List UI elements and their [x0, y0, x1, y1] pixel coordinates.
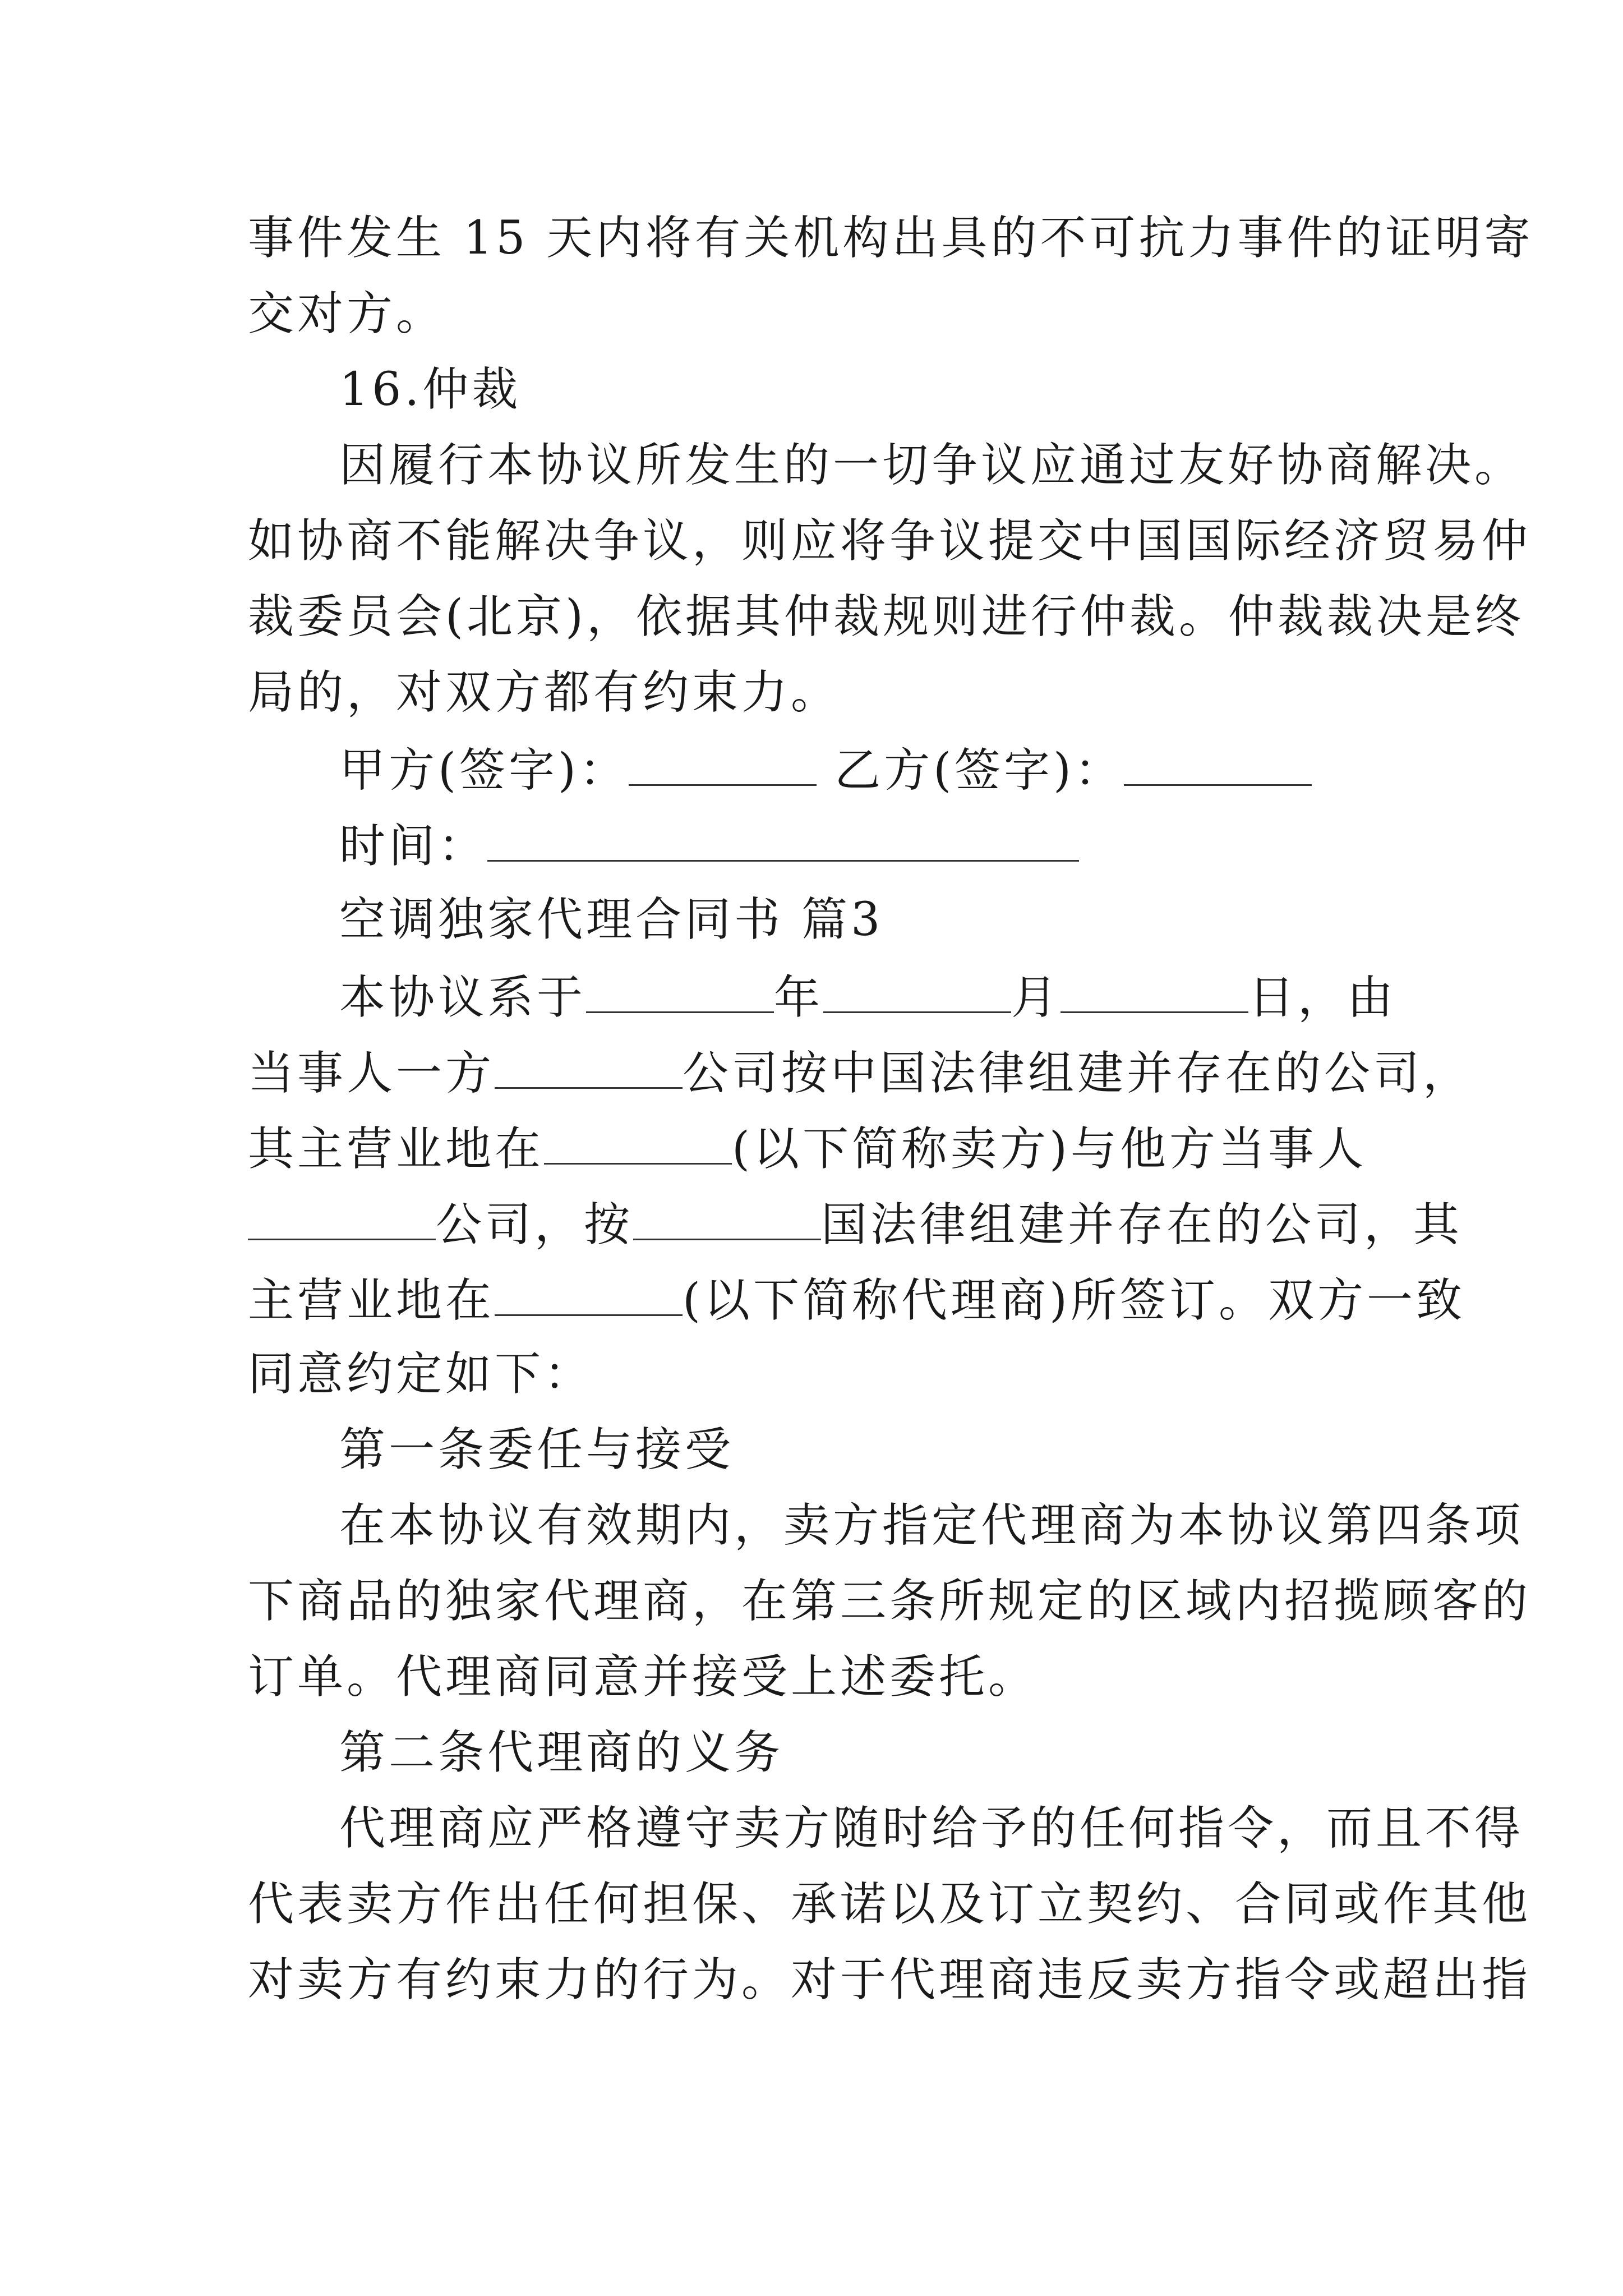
intro-text: 年: [774, 971, 824, 1024]
blank: [495, 1271, 683, 1316]
article-title: 第二条代理商的义务: [339, 1726, 784, 1779]
signature-line: [339, 740, 1472, 799]
blank: [586, 968, 774, 1013]
party-b-blank: [1124, 740, 1312, 786]
intro-line: [248, 1271, 1465, 1329]
party-a-blank: [629, 740, 817, 786]
blank: [1061, 968, 1248, 1013]
intro-line: [339, 968, 1472, 1026]
time-blank: [487, 816, 1079, 862]
blank: [495, 1043, 683, 1089]
body-line: 事件发生 15 天内将有关机构出具的不可抗力事件的证明寄: [248, 211, 1534, 265]
blank: [823, 968, 1011, 1013]
intro-text: 本协议系于: [339, 971, 587, 1024]
intro-text: 国法律组建并存在的公司，其: [821, 1198, 1463, 1251]
time-line: [339, 816, 1472, 875]
blank: [633, 1195, 821, 1240]
blank: [544, 1119, 732, 1165]
blank: [248, 1195, 436, 1240]
article-title: 第一条委任与接受: [339, 1423, 735, 1476]
body-line: 代理商应严格遵守卖方随时给予的任何指令，而且不得: [339, 1802, 1524, 1855]
party-b-label: 乙方(签字)：: [834, 744, 1124, 797]
section-title: 空调独家代理合同书 篇3: [339, 893, 884, 946]
party-a-label: 甲方(签字)：: [339, 744, 629, 797]
intro-line: [248, 1195, 1463, 1253]
body-line: 在本协议有效期内，卖方指定代理商为本协议第四条项: [339, 1499, 1524, 1552]
intro-line: 同意约定如下：: [248, 1347, 594, 1401]
time-label: 时间：: [339, 820, 488, 873]
intro-line: [248, 1043, 1473, 1102]
body-line: 因履行本协议所发生的一切争议应通过友好协商解决。: [339, 439, 1524, 492]
body-line: 代表卖方作出任何担保、承诺以及订立契约、合同或作其他: [248, 1878, 1532, 1931]
body-line: 如协商不能解决争议，则应将争议提交中国国际经济贸易仲: [248, 514, 1532, 568]
intro-text: 公司，按: [436, 1198, 634, 1251]
intro-text: 当事人一方: [248, 1047, 495, 1100]
intro-line: [248, 1119, 1381, 1177]
body-line: 订单。代理商同意并接受上述委托。: [248, 1650, 1038, 1704]
intro-text: 日，由: [1248, 971, 1397, 1024]
intro-text: 月: [1011, 971, 1061, 1024]
intro-text: 其主营业地在: [248, 1122, 545, 1176]
intro-text: 公司按中国法律组建并存在的公司，: [683, 1047, 1473, 1100]
body-line: 对卖方有约束力的行为。对于代理商违反卖方指令或超出指: [248, 1953, 1532, 2007]
intro-text: (以下简称代理商)所签订。双方一致: [683, 1274, 1465, 1327]
section-heading: 16.仲裁: [339, 363, 522, 416]
body-line: 局的，对双方都有约束力。: [248, 666, 841, 719]
body-line: 裁委员会(北京)，依据其仲裁规则进行仲裁。仲裁裁决是终: [248, 590, 1524, 643]
intro-text: 主营业地在: [248, 1274, 495, 1327]
body-line: 交对方。: [248, 287, 446, 341]
intro-text: (以下简称卖方)与他方当事人: [732, 1122, 1367, 1176]
body-line: 下商品的独家代理商，在第三条所规定的区域内招揽顾客的: [248, 1575, 1532, 1628]
